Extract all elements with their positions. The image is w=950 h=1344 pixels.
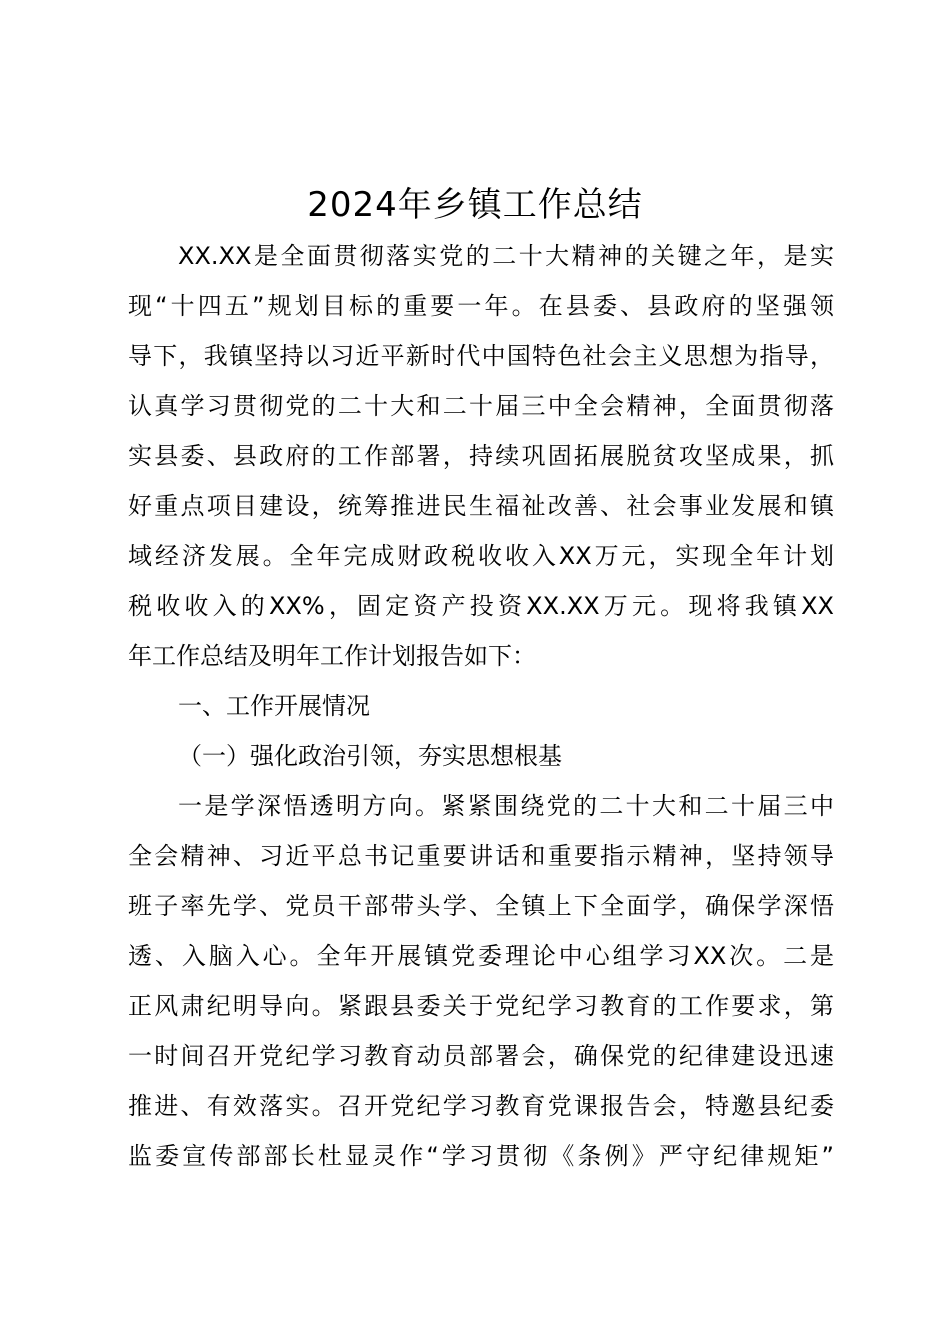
subsection-heading: （一）强化政治引领，夯实思想根基 (178, 742, 562, 770)
paragraph-line: 认真学习贯彻党的二十大和二十届三中全会精神，全面贯彻落 (128, 392, 834, 420)
paragraph-line: 实县委、县政府的工作部署，持续巩固拓展脱贫攻坚成果，抓 (128, 442, 834, 470)
paragraph-line: 透、入脑入心。全年开展镇党委理论中心组学习XX次。二是 (128, 942, 834, 970)
paragraph-line: 正风肃纪明导向。紧跟县委关于党纪学习教育的工作要求，第 (128, 992, 834, 1020)
paragraph-line: 好重点项目建设，统筹推进民生福祉改善、社会事业发展和镇 (128, 492, 834, 520)
paragraph-line: 一时间召开党纪学习教育动员部署会，确保党的纪律建设迅速 (128, 1042, 834, 1070)
section-heading: 一、工作开展情况 (178, 692, 370, 720)
paragraph-line: 域经济发展。全年完成财政税收收入XX万元，实现全年计划 (128, 542, 834, 570)
paragraph-line: 一是学深悟透明方向。紧紧围绕党的二十大和二十届三中 (178, 792, 834, 820)
paragraph-line: 推进、有效落实。召开党纪学习教育党课报告会，特邀县纪委 (128, 1092, 834, 1120)
paragraph-line: 税收收入的XX%，固定资产投资XX.XX万元。现将我镇XX (128, 592, 834, 620)
paragraph-line: 班子率先学、党员干部带头学、全镇上下全面学，确保学深悟 (128, 892, 834, 920)
paragraph-line: 监委宣传部部长杜显灵作“学习贯彻《条例》严守纪律规矩” (128, 1142, 834, 1170)
paragraph-line: 导下，我镇坚持以习近平新时代中国特色社会主义思想为指导， (128, 342, 834, 370)
document-title: 2024年乡镇工作总结 (307, 185, 643, 225)
paragraph-line: 全会精神、习近平总书记重要讲话和重要指示精神，坚持领导 (128, 842, 834, 870)
paragraph-line: 现“十四五”规划目标的重要一年。在县委、县政府的坚强领 (128, 292, 834, 320)
paragraph-line: XX.XX是全面贯彻落实党的二十大精神的关键之年，是实 (178, 242, 834, 270)
document-body (128, 231, 834, 1181)
paragraph-line: 年工作总结及明年工作计划报告如下： (128, 642, 536, 670)
